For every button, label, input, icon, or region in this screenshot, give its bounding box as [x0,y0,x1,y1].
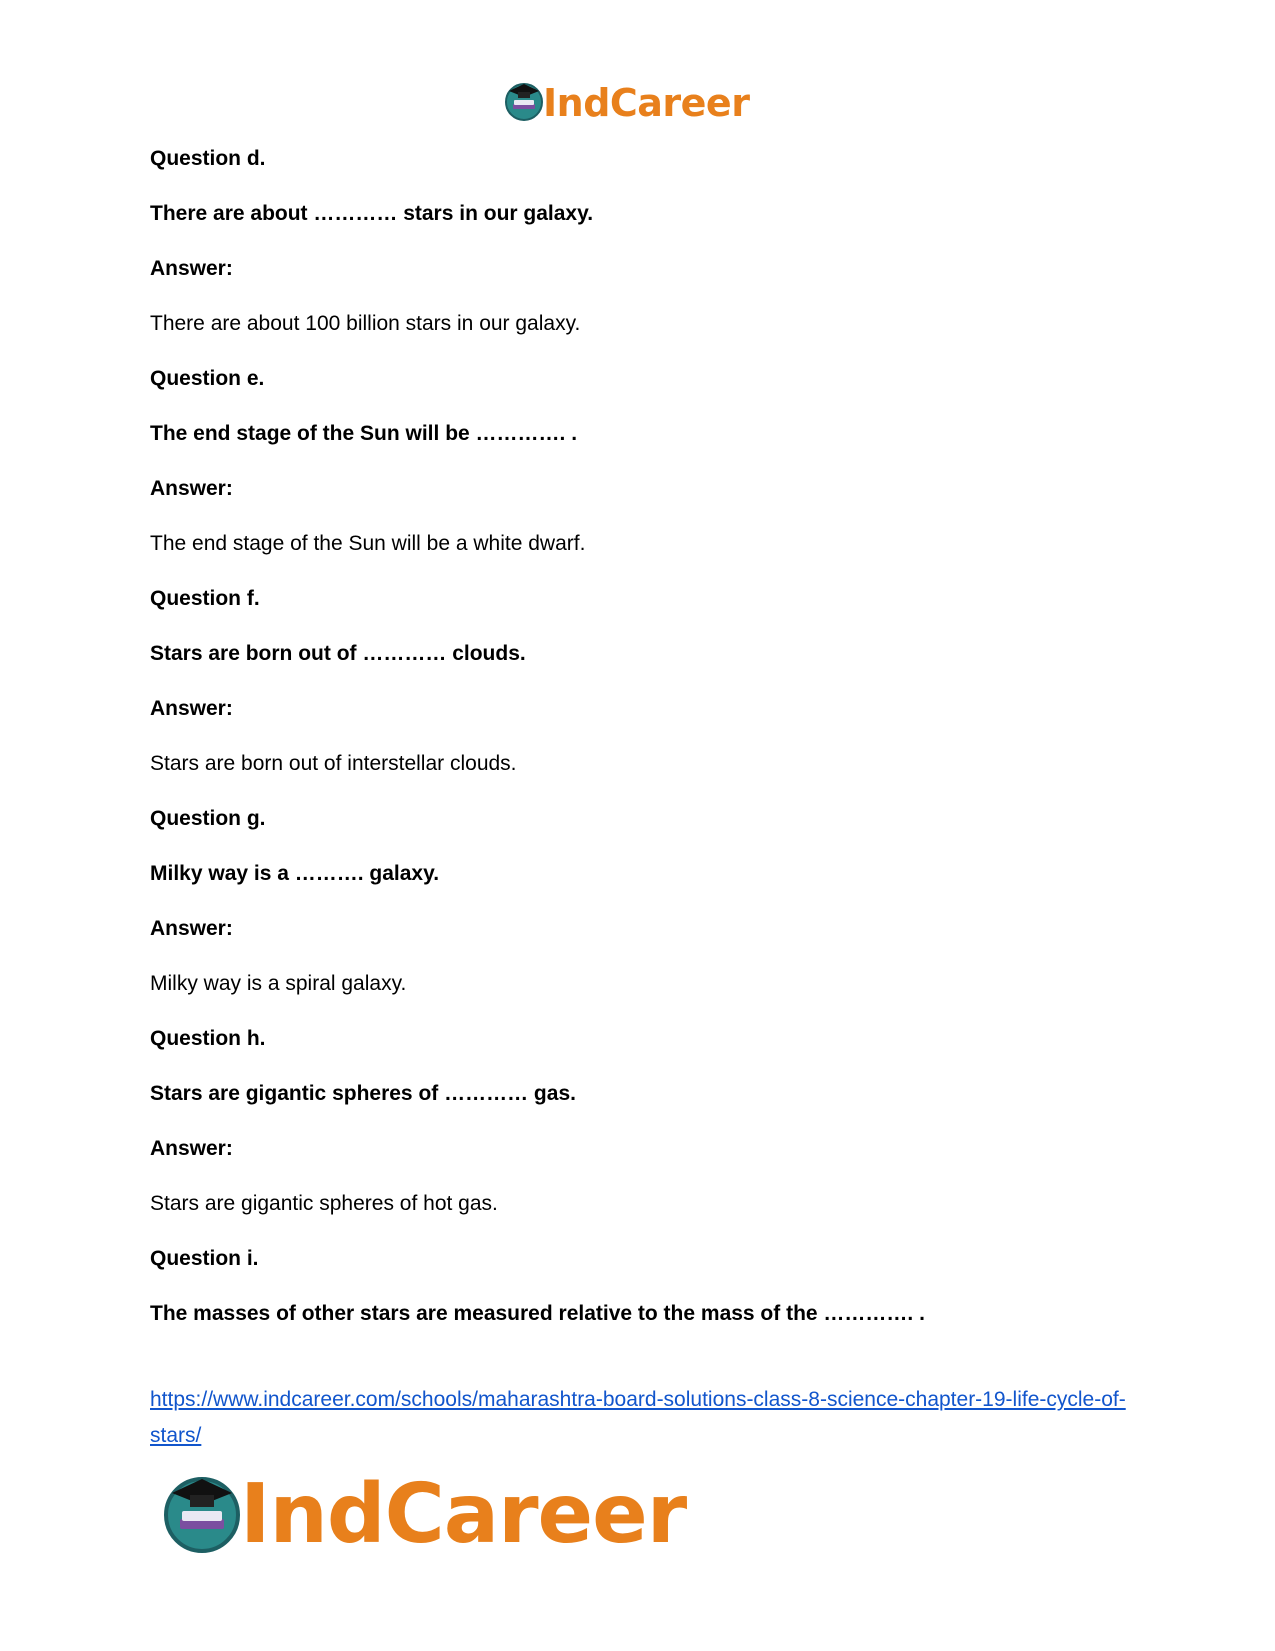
header-logo [503,80,749,126]
question-heading: Question f. [150,587,260,610]
answer-text: There are about 100 billion stars in our galaxy. [150,312,581,335]
answer-label: Answer: [150,1137,233,1160]
footer-logo-text: IndCareer [240,1467,687,1562]
answer-text: The end stage of the Sun will be a white dwarf. [150,532,586,555]
question-heading: Question i. [150,1247,259,1270]
answer-label: Answer: [150,697,233,720]
question-heading: Question d. [150,147,266,170]
question-heading: Question e. [150,367,265,390]
answer-label: Answer: [150,257,233,280]
question-heading: Question g. [150,807,266,830]
answer-text: Stars are gigantic spheres of hot gas. [150,1192,498,1215]
question-text: The end stage of the Sun will be …………. . [150,422,578,445]
answer-text: Milky way is a spiral galaxy. [150,972,407,995]
question-text: There are about ………… stars in our galaxy. [150,202,594,225]
graduation-globe-icon [160,1471,244,1560]
answer-label: Answer: [150,917,233,940]
question-text: Milky way is a ………. galaxy. [150,862,440,885]
question-text: Stars are gigantic spheres of ………… gas. [150,1082,576,1105]
header-logo-text: IndCareer [543,81,750,125]
footer-logo [160,1467,687,1562]
question-text: Stars are born out of ………… clouds. [150,642,526,665]
qa-section [150,146,1130,1356]
answer-text: Stars are born out of interstellar clouds. [150,752,517,775]
source-link[interactable]: https://www.indcareer.com/schools/maharashtra-board-solutions-class-8-science-chapter-19-life-cycle-of-stars/ [150,1388,1126,1447]
graduation-globe-icon [503,80,545,127]
question-heading: Question h. [150,1027,266,1050]
question-text: The masses of other stars are measured relative to the mass of the …………. . [150,1302,925,1325]
answer-label: Answer: [150,477,233,500]
